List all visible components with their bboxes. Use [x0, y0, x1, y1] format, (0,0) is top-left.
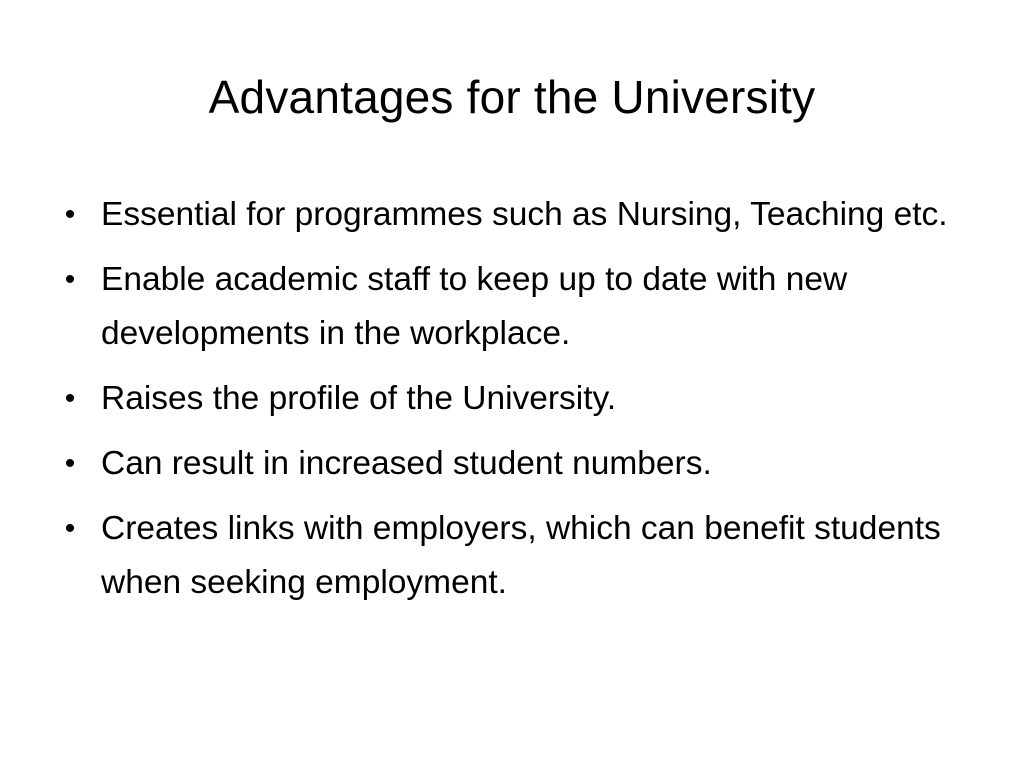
list-item	[60, 372, 980, 426]
bullet-text: Can result in increased student numbers.	[101, 445, 712, 482]
bullet-icon: •	[64, 512, 76, 545]
list-item	[60, 502, 980, 610]
bullet-icon: •	[64, 263, 76, 296]
slide-title: Advantages for the University	[208, 71, 816, 123]
bullet-text: Raises the profile of the University.	[101, 380, 617, 417]
bullet-text: Creates links with employers, which can benefit students when seeking employment.	[101, 510, 941, 601]
list-item	[60, 188, 980, 242]
list-item	[60, 253, 980, 361]
bullet-list	[60, 188, 980, 621]
list-item	[60, 437, 980, 491]
bullet-text: Essential for programmes such as Nursing, Teaching etc.	[101, 196, 948, 233]
bullet-text: Enable academic staff to keep up to date with new developments in the workplace.	[101, 261, 848, 352]
bullet-icon: •	[64, 447, 76, 480]
bullet-icon: •	[64, 198, 76, 231]
bullet-icon: •	[64, 382, 76, 415]
